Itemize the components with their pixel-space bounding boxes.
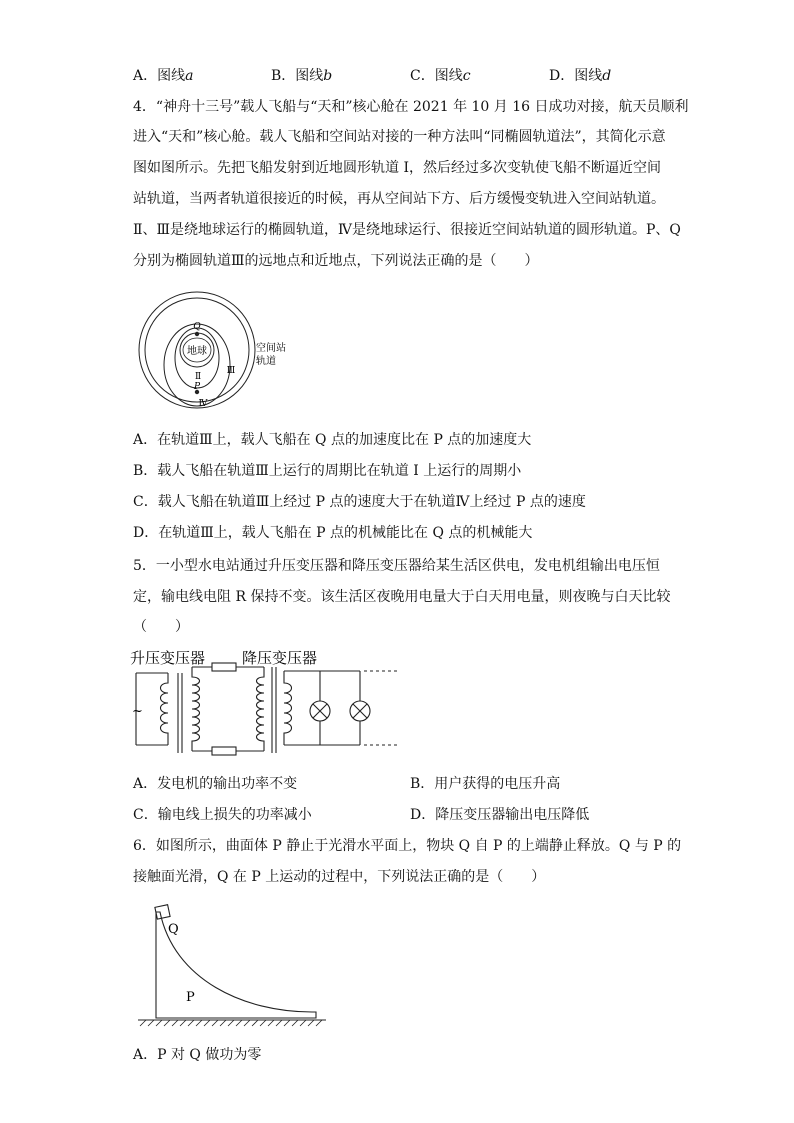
q5-line-3: （ ） (133, 619, 189, 635)
q5-option-c: C．输电线上损失的功率减小 (133, 807, 312, 823)
ground-hatching (140, 1020, 322, 1026)
earth-label: 地球 (187, 346, 207, 357)
point-q-dot (195, 332, 199, 336)
curved-block-figure (134, 900, 334, 1030)
q4-line-5: Ⅱ、Ⅲ是绕地球运行的椭圆轨道，Ⅳ是绕地球运行、很接近空间站轨道的圆形轨道。P、Q (133, 222, 681, 238)
ac-source-symbol: ~ (132, 704, 143, 719)
point-q-label: Q (193, 322, 201, 332)
lamp-2-cross (353, 704, 367, 718)
load-bus (284, 671, 360, 745)
line-resistor-bottom (212, 747, 236, 755)
q3-option-a-label: A．图线 (133, 68, 186, 84)
point-p-label: P (193, 382, 201, 392)
q5-option-d: D．降压变压器输出电压降低 (410, 807, 590, 823)
label-p: P (186, 990, 195, 1005)
q3-option-b (271, 66, 332, 86)
q6-option-a: A．P 对 Q 做功为零 (133, 1047, 262, 1063)
q5-line-1: 5．一小型水电站通过升压变压器和降压变压器给某生活区供电，发电机组输出电压恒 (133, 558, 660, 574)
q5-line-2: 定，输电线电阻 R 保持不变。该生活区夜晚用电量大于白天用电量，则夜晚与白天比较 (133, 589, 671, 605)
step-up-primary-coil (161, 673, 169, 745)
q3-option-c-label: C．图线 (410, 68, 463, 84)
q3-option-b-var: b (323, 68, 333, 84)
q3-option-a-var: a (185, 68, 194, 84)
curved-block-p (156, 912, 316, 1018)
q4-line-2: 进入“天和”核心舱。载人飞船和空间站对接的一种方法叫“同椭圆轨道法”，其简化示意 (133, 129, 666, 145)
line-resistor-top (212, 663, 236, 671)
transformer-circuit (128, 645, 408, 757)
station-label-2: 轨道 (256, 356, 276, 367)
q3-option-d-label: D．图线 (549, 68, 603, 84)
step-down-secondary-coil (284, 671, 292, 745)
step-up-secondary-coil (192, 667, 200, 751)
q3-option-d-var: d (602, 68, 612, 84)
q4-option-d: D．在轨道Ⅲ上，载人飞船在 P 点的机械能比在 Q 点的机械能大 (133, 525, 533, 541)
orbit-diagram (135, 290, 305, 410)
orbit-ii-label: Ⅱ (194, 372, 202, 382)
q5-option-b: B．用户获得的电压升高 (410, 776, 561, 792)
q4-option-a: A．在轨道Ⅲ上，载人飞船在 Q 点的加速度比在 P 点的加速度大 (133, 432, 532, 448)
q4-line-6: 分别为椭圆轨道Ⅲ的远地点和近地点，下列说法正确的是（ ） (133, 253, 539, 269)
step-down-primary-coil (257, 667, 265, 751)
q3-option-c-var: c (462, 68, 471, 84)
q3-option-c (410, 66, 471, 86)
q5-option-a: A．发电机的输出功率不变 (133, 776, 298, 792)
q4-line-4: 站轨道，当两者轨道很接近的时候，再从空间站下方、后方缓慢变轨进入空间站轨道。 (133, 191, 665, 207)
q4-line-3: 图如图所示。先把飞船发射到近地圆形轨道 I，然后经过多次变轨使飞船不断逼近空间 (133, 160, 661, 176)
orbit-iii-label: Ⅲ (226, 366, 236, 376)
label-q: Q (168, 922, 179, 937)
q6-line-1: 6．如图所示，曲面体 P 静止于光滑水平面上，物块 Q 自 P 的上端静止释放。Q 与 P 的 (133, 838, 682, 854)
station-label-1: 空间站 (256, 343, 286, 354)
q3-option-a (133, 66, 193, 86)
orbit-iv-label: Ⅳ (198, 399, 208, 409)
q3-option-d (549, 66, 611, 86)
q4-line-1: 4．“神舟十三号”载人飞船与“天和”核心舱在 2021 年 10 月 16 日成功对接，航天员顺利 (133, 99, 689, 115)
q4-option-b: B．载人飞船在轨道Ⅲ上运行的周期比在轨道 I 上运行的周期小 (133, 463, 522, 479)
q6-line-2: 接触面光滑，Q 在 P 上运动的过程中，下列说法正确的是（ ） (133, 869, 546, 885)
q3-option-b-label: B．图线 (271, 68, 324, 84)
step-up-label: 升压变压器 (130, 649, 206, 667)
lamp-1-cross (313, 704, 327, 718)
q4-option-c: C．载人飞船在轨道Ⅲ上经过 P 点的速度大于在轨道Ⅳ上经过 P 点的速度 (133, 494, 586, 510)
step-down-label: 降压变压器 (242, 649, 318, 667)
